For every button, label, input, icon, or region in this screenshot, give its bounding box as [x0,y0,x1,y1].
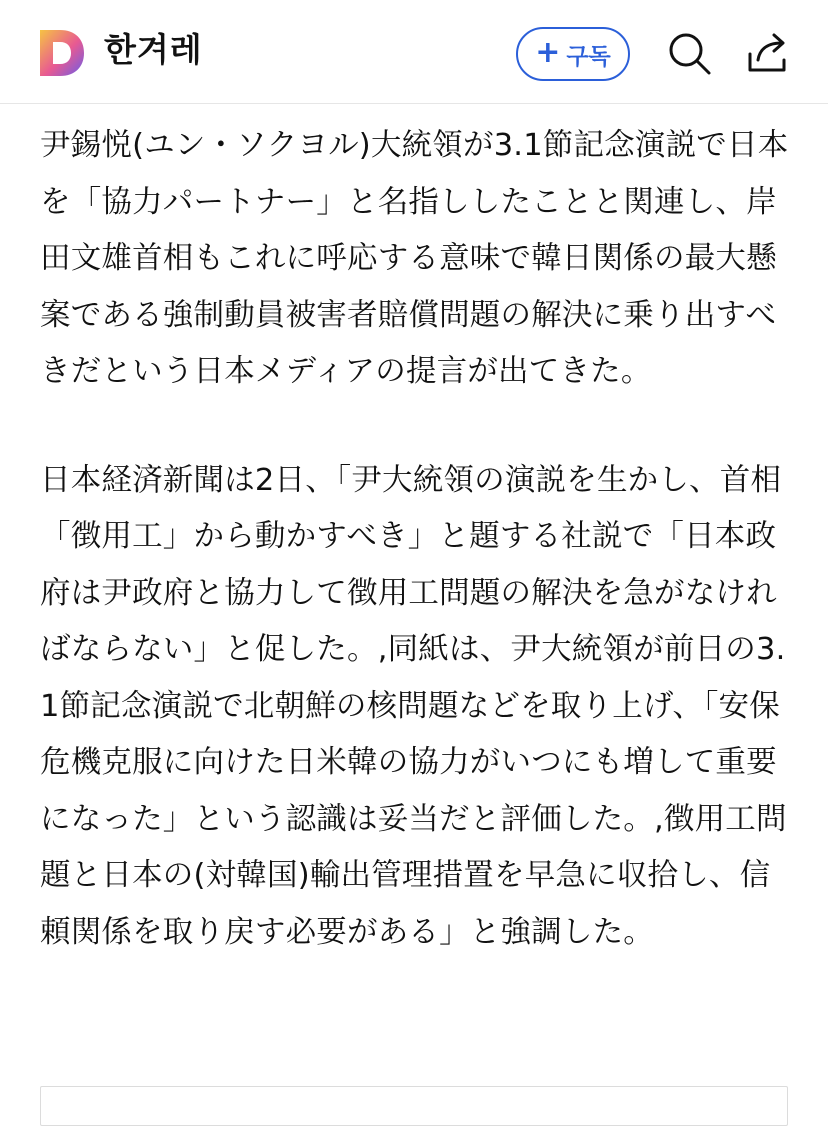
subscribe-button[interactable] [516,27,630,81]
brand-name[interactable]: 한겨레 [104,30,203,69]
related-card[interactable] [40,1086,788,1126]
article-paragraph: 日本経済新聞は2日、「尹大統領の演説を生かし、首相「徴用工」から動かすべき」と題する社説で「日本政府は尹政府と協力して徴用工問題の解決を急がなければならない」と促した。,同紙は、尹大統領が前日の3.1節記念演説で北朝鮮の核問題などを取り上げ、「安保危機克服に向けた日米韓の協力がいつにも増して重要になった」という認識は妥当だと評価した。,徴用工問題と日本の(対韓国)輸出管理措置を早急に収拾し、信頼関係を取り戻す必要がある」と強調した。 [40,462,787,950]
share-icon[interactable] [744,30,790,76]
article-paragraph: 尹錫悦(ユン・ソクヨル)大統領が3.1節記念演説で日本を「協力パートナー」と名指ししたことと関連し、岸田文雄首相もこれに呼応する意味で韓日関係の最大懸案である強制動員被害者賠償問題の解決に乗り出すべきだという日本メディアの提言が出てきた。 [40,128,789,389]
top-bar [0,0,828,104]
subscribe-label: 구독 [566,43,611,70]
hani-logo-icon[interactable] [40,30,84,76]
search-icon[interactable] [666,30,712,76]
plus-icon: + [535,35,561,70]
article-body [40,118,800,961]
